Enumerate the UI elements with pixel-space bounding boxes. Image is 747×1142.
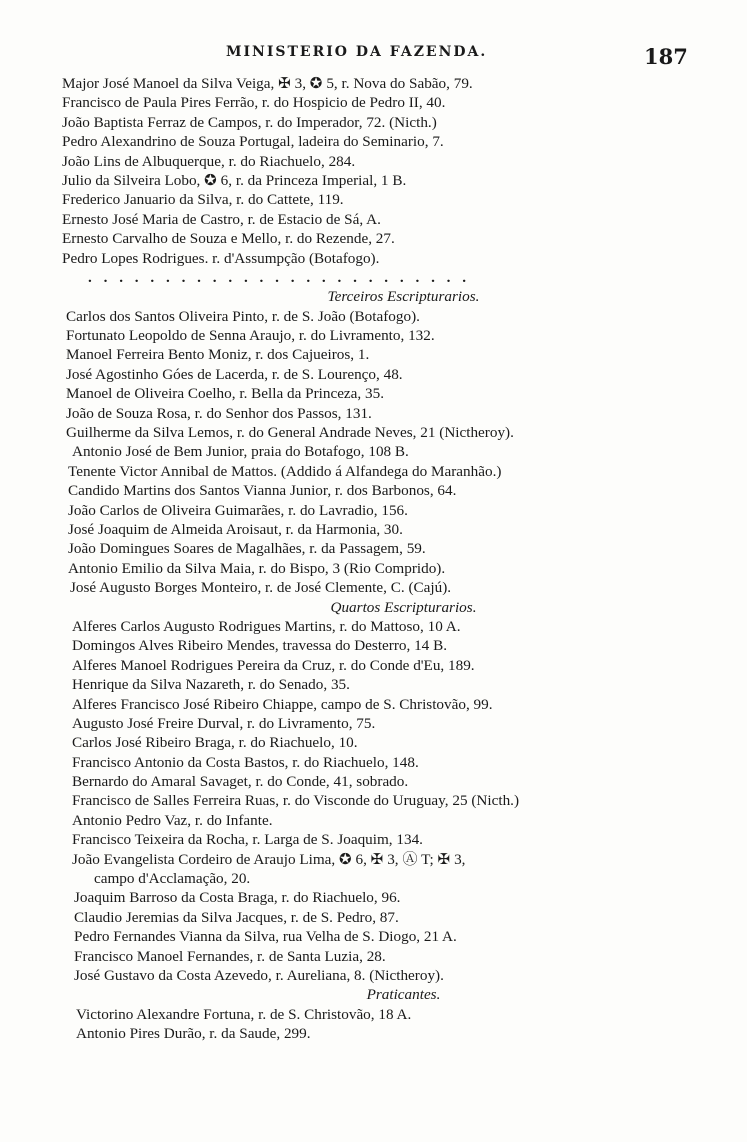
entry-line: João de Souza Rosa, r. do Senhor dos Passos, 131. [66,404,372,422]
section-heading: Quartos Escripturarios. [330,598,477,616]
entry-line: Antonio Pires Durão, r. da Saude, 299. [76,1025,311,1043]
entry-line: Carlos dos Santos Oliveira Pinto, r. de S. João (Botafogo). [66,307,420,325]
entry-line: Claudio Jeremias da Silva Jacques, r. de S. Pedro, 87. [74,908,399,926]
entry-line: Pedro Fernandes Vianna da Silva, rua Velha de S. Diogo, 21 A. [74,928,457,946]
entry-line: José Joaquim de Almeida Aroisaut, r. da Harmonia, 30. [68,520,403,538]
dotted-separator: . . . . . . . . . . . . . . . . . . . . . . . . . [88,268,471,286]
entry-line: José Augusto Borges Monteiro, r. de José Clemente, C. (Cajú). [70,579,452,597]
entry-line: Ernesto Carvalho de Souza e Mello, r. do Rezende, 27. [62,230,395,248]
entry-line: Carlos José Ribeiro Braga, r. do Riachuelo, 10. [72,734,358,752]
entry-line: Victorino Alexandre Fortuna, r. de S. Christovão, 18 A. [76,1005,412,1023]
entry-line: Alferes Carlos Augusto Rodrigues Martins, r. do Mattoso, 10 A. [72,617,461,635]
entry-line: José Agostinho Góes de Lacerda, r. de S. Lourenço, 48. [66,365,403,383]
running-title: MINISTERIO DA FAZENDA. [226,44,488,60]
entry-line: Manoel de Oliveira Coelho, r. Bella da Princeza, 35. [66,385,384,403]
entry-line: Francisco de Salles Ferreira Ruas, r. do Visconde do Uruguay, 25 (Nicth.) [72,792,520,810]
entry-line: Henrique da Silva Nazareth, r. do Senado, 35. [72,676,350,694]
entry-line: Ernesto José Maria de Castro, r. de Estacio de Sá, A. [62,210,381,228]
entry-line: Manoel Ferreira Bento Moniz, r. dos Cajueiros, 1. [66,346,370,364]
entry-line: João Lins de Albuquerque, r. do Riachuelo, 284. [62,152,356,170]
entry-line: Frederico Januario da Silva, r. do Cattete, 119. [62,191,344,209]
entry-line: Francisco Antonio da Costa Bastos, r. do Riachuelo, 148. [72,753,419,771]
entry-line: Alferes Francisco José Ribeiro Chiappe, campo de S. Christovão, 99. [72,695,493,713]
directory-listing [0,74,747,1044]
entry-line: João Domingues Soares de Magalhães, r. da Passagem, 59. [68,540,426,558]
entry-line: Joaquim Barroso da Costa Braga, r. do Riachuelo, 96. [74,889,401,907]
entry-line: Francisco de Paula Pires Ferrão, r. do Hospicio de Pedro II, 40. [62,94,446,112]
page-header [0,44,747,70]
entry-line: José Gustavo da Costa Azevedo, r. Aureliana, 8. (Nictheroy). [74,966,444,984]
entry-line: Francisco Manoel Fernandes, r. de Santa Luzia, 28. [74,947,386,965]
entry-line: Julio da Silveira Lobo, ✪ 6, r. da Princeza Imperial, 1 B. [62,171,407,189]
section-heading: Praticantes. [366,986,441,1004]
page-number: 187 [644,44,688,69]
entry-line: Antonio José de Bem Junior, praia do Botafogo, 108 B. [72,443,409,461]
entry-line: Augusto José Freire Durval, r. do Livramento, 75. [72,714,376,732]
entry-line: Candido Martins dos Santos Vianna Junior, r. dos Barbonos, 64. [68,482,457,500]
entry-line: Domingos Alves Ribeiro Mendes, travessa do Desterro, 14 B. [72,637,447,655]
entry-line: Pedro Lopes Rodrigues. r. d'Assumpção (Botafogo). [62,249,380,267]
entry-line: Pedro Alexandrino de Souza Portugal, ladeira do Seminario, 7. [62,133,444,151]
entry-line: Major José Manoel da Silva Veiga, ✠ 3, ✪ 5, r. Nova do Sabão, 79. [62,75,473,92]
entry-line: Guilherme da Silva Lemos, r. do General Andrade Neves, 21 (Nictheroy). [66,424,514,442]
entry-line: Antonio Pedro Vaz, r. do Infante. [72,811,273,829]
entry-line: João Baptista Ferraz de Campos, r. do Imperador, 72. (Nicth.) [62,113,437,131]
entry-line: Bernardo do Amaral Savaget, r. do Conde, 41, sobrado. [72,773,409,791]
entry-line: campo d'Acclamação, 20. [94,870,251,888]
section-heading: Terceiros Escripturarios. [327,288,480,306]
entry-line: Fortunato Leopoldo de Senna Araujo, r. do Livramento, 132. [66,327,435,345]
entry-line: João Carlos de Oliveira Guimarães, r. do Lavradio, 156. [68,501,408,519]
entry-line: Alferes Manoel Rodrigues Pereira da Cruz, r. do Conde d'Eu, 189. [72,656,475,674]
entry-line: João Evangelista Cordeiro de Araujo Lima, ✪ 6, ✠ 3, Ⓐ T; ✠ 3, [72,850,466,868]
entry-line: Francisco Teixeira da Rocha, r. Larga de S. Joaquim, 134. [72,831,423,849]
entry-line: Tenente Victor Annibal de Mattos. (Addido á Alfandega do Maranhão.) [68,462,502,480]
entry-line: Antonio Emilio da Silva Maia, r. do Bispo, 3 (Rio Comprido). [68,559,446,577]
